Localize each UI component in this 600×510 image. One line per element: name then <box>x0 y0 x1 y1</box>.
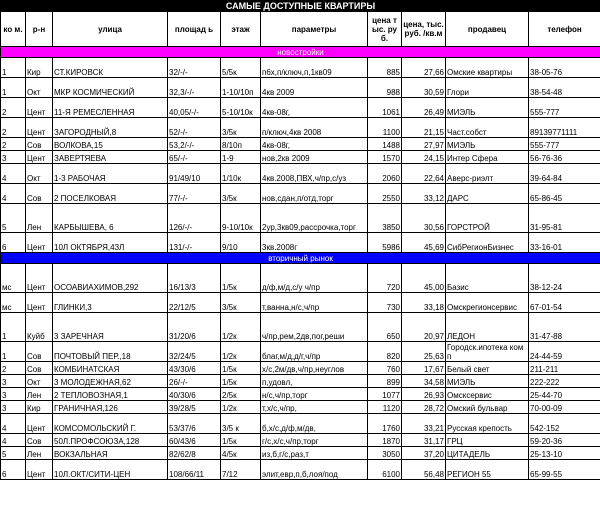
table-row <box>1 414 600 434</box>
cell-district: Сов <box>26 184 53 204</box>
cell-district: Сов <box>26 434 53 447</box>
cell-street: МКР КОСМИЧЕСКИЙ <box>53 78 168 98</box>
cell-district: Кир <box>26 58 53 78</box>
cell-floor: 5/5к <box>221 58 261 78</box>
cell-phone: 555-777 <box>529 138 600 151</box>
table-row <box>1 204 600 233</box>
cell-street: 3 МОЛОДЕЖНАЯ,62 <box>53 375 168 388</box>
cell-price: 1120 <box>368 401 402 414</box>
cell-price-per-m2: 26,49 <box>402 98 446 118</box>
cell-area: 53/37/6 <box>168 414 221 434</box>
cell-rooms: 3 <box>1 401 26 414</box>
cell-price-per-m2: 30,59 <box>402 78 446 98</box>
cell-street: 3 ЗАРЕЧНАЯ <box>53 313 168 342</box>
cell-rooms: 2 <box>1 138 26 151</box>
cell-price: 3050 <box>368 447 402 460</box>
table-row <box>1 98 600 118</box>
cell-price: 1061 <box>368 98 402 118</box>
cell-floor: 3/5 к <box>221 414 261 434</box>
cell-district: Сов <box>26 138 53 151</box>
cell-params: 3кв.2008г <box>261 233 368 253</box>
cell-price-per-m2: 56,48 <box>402 460 446 480</box>
cell-street: КАРБЫШЕВА, 6 <box>53 204 168 233</box>
cell-district: Цент <box>26 98 53 118</box>
cell-floor: 2/5к <box>221 388 261 401</box>
cell-street: ПОЧТОВЫЙ ПЕР.,18 <box>53 342 168 362</box>
cell-district: Кир <box>26 401 53 414</box>
cell-street: ГРАНИЧНАЯ,126 <box>53 401 168 414</box>
cell-district: Лен <box>26 388 53 401</box>
cell-params: из,б,г/с,раз,т <box>261 447 368 460</box>
header-district: р-н <box>26 12 53 47</box>
cell-price-per-m2: 37,20 <box>402 447 446 460</box>
section-label: вторичный рынок <box>1 253 600 264</box>
table-row <box>1 388 600 401</box>
cell-area: 52/-/- <box>168 118 221 138</box>
cell-price-per-m2: 21,15 <box>402 118 446 138</box>
header-rooms: ко м. <box>1 12 26 47</box>
cell-phone: 222-222 <box>529 375 600 388</box>
cell-price: 1100 <box>368 118 402 138</box>
cell-params: п6х,п/ключ,п,1кв09 <box>261 58 368 78</box>
table-row <box>1 434 600 447</box>
cell-price: 1077 <box>368 388 402 401</box>
cell-district: Окт <box>26 78 53 98</box>
table-row <box>1 118 600 138</box>
cell-price-per-m2: 17,67 <box>402 362 446 375</box>
cell-floor: 1/2к <box>221 342 261 362</box>
cell-rooms: мс <box>1 264 26 293</box>
cell-price-per-m2: 25,63 <box>402 342 446 362</box>
cell-rooms: 4 <box>1 414 26 434</box>
cell-params: т,х/с,ч/пр, <box>261 401 368 414</box>
cell-params: 4кв.2008,ПВХ,ч/пр,с/уз <box>261 164 368 184</box>
cell-floor: 9-10/10к <box>221 204 261 233</box>
cell-rooms: 1 <box>1 78 26 98</box>
cell-price: 6100 <box>368 460 402 480</box>
table-row <box>1 184 600 204</box>
cell-seller: Аверс-риэлт <box>446 164 529 184</box>
cell-price: 730 <box>368 293 402 313</box>
cell-rooms: 4 <box>1 184 26 204</box>
cell-price: 760 <box>368 362 402 375</box>
cell-price: 899 <box>368 375 402 388</box>
cell-district: Лен <box>26 447 53 460</box>
cell-phone: 33-16-01 <box>529 233 600 253</box>
cell-price: 2060 <box>368 164 402 184</box>
cell-rooms: 1 <box>1 58 26 78</box>
cell-phone: 31-47-88 <box>529 313 600 342</box>
cell-seller: МИЭЛЬ <box>446 98 529 118</box>
cell-area: 60/43/6 <box>168 434 221 447</box>
cell-district: Цент <box>26 233 53 253</box>
cell-rooms: 1 <box>1 342 26 362</box>
table-row <box>1 151 600 164</box>
cell-seller: Омсксервис <box>446 388 529 401</box>
cell-price: 1570 <box>368 151 402 164</box>
cell-price: 1760 <box>368 414 402 434</box>
cell-area: 22/12/5 <box>168 293 221 313</box>
cell-area: 32,3/-/- <box>168 78 221 98</box>
cell-rooms: 4 <box>1 164 26 184</box>
cell-price: 3850 <box>368 204 402 233</box>
cell-price-per-m2: 45,00 <box>402 264 446 293</box>
cell-seller: РЕГИОН 55 <box>446 460 529 480</box>
cell-params: нов,сдан,п/отд,торг <box>261 184 368 204</box>
cell-district: Куйб <box>26 313 53 342</box>
cell-params: благ,м/д,д/г,ч/пр <box>261 342 368 362</box>
cell-price-per-m2: 20,97 <box>402 313 446 342</box>
cell-street: 1-3 РАБОЧАЯ <box>53 164 168 184</box>
table-row <box>1 460 600 480</box>
cell-params: н/с,ч/пр,торг <box>261 388 368 401</box>
cell-area: 40,05/-/- <box>168 98 221 118</box>
header-phone: телефон <box>529 12 600 47</box>
cell-floor: 8/10п <box>221 138 261 151</box>
cell-price-per-m2: 28,72 <box>402 401 446 414</box>
cell-price: 5986 <box>368 233 402 253</box>
cell-seller: Белый свет <box>446 362 529 375</box>
header-price: цена тыс. руб. <box>368 12 402 47</box>
cell-phone: 65-86-45 <box>529 184 600 204</box>
cell-floor: 4/5к <box>221 447 261 460</box>
cell-floor: 1/10к <box>221 164 261 184</box>
cell-params: п/ключ,4кв 2008 <box>261 118 368 138</box>
cell-price-per-m2: 22,64 <box>402 164 446 184</box>
cell-area: 77/-/- <box>168 184 221 204</box>
cell-area: 53,2/-/- <box>168 138 221 151</box>
cell-street: ОСОАВИАХИМОВ,292 <box>53 264 168 293</box>
cell-area: 91/49/10 <box>168 164 221 184</box>
cell-phone: 38-12-24 <box>529 264 600 293</box>
cell-seller: ЛЕДОН <box>446 313 529 342</box>
cell-area: 65/-/- <box>168 151 221 164</box>
cell-area: 126/-/- <box>168 204 221 233</box>
cell-street: 50Л.ПРОФСОЮЗА,128 <box>53 434 168 447</box>
cell-floor: 1/5к <box>221 434 261 447</box>
cell-price-per-m2: 45,69 <box>402 233 446 253</box>
cell-params: 4кв-08г, <box>261 138 368 151</box>
cell-rooms: 6 <box>1 460 26 480</box>
cell-phone: 38-05-76 <box>529 58 600 78</box>
cell-area: 26/-/- <box>168 375 221 388</box>
cell-seller: Част.собст <box>446 118 529 138</box>
cell-district: Лен <box>26 204 53 233</box>
cell-price-per-m2: 24,15 <box>402 151 446 164</box>
cell-area: 31/20/6 <box>168 313 221 342</box>
table-row <box>1 264 600 293</box>
cell-seller: Русская крепость <box>446 414 529 434</box>
cell-price-per-m2: 33,21 <box>402 414 446 434</box>
cell-street: 2 ПОСЕЛКОВАЯ <box>53 184 168 204</box>
cell-params: элит,евр,п,б,лоя/под <box>261 460 368 480</box>
cell-rooms: мс <box>1 293 26 313</box>
table-row <box>1 342 600 362</box>
cell-seller: Омский бульвар <box>446 401 529 414</box>
cell-seller: Интер Сфера <box>446 151 529 164</box>
cell-phone: 211-211 <box>529 362 600 375</box>
cell-rooms: 2 <box>1 118 26 138</box>
cell-phone: 39-64-84 <box>529 164 600 184</box>
cell-district: Сов <box>26 342 53 362</box>
cell-street: ВОЛКОВА,15 <box>53 138 168 151</box>
cell-district: Цент <box>26 293 53 313</box>
cell-area: 40/30/6 <box>168 388 221 401</box>
cell-seller: Базис <box>446 264 529 293</box>
cell-rooms: 5 <box>1 204 26 233</box>
table-title: САМЫЕ ДОСТУПНЫЕ КВАРТИРЫ <box>1 1 600 12</box>
cell-phone: 89139771111 <box>529 118 600 138</box>
table-row <box>1 293 600 313</box>
cell-params: 4кв-08г, <box>261 98 368 118</box>
cell-params: т,ванна,н/с,ч/пр <box>261 293 368 313</box>
cell-floor: 1-9 <box>221 151 261 164</box>
table-row <box>1 164 600 184</box>
header-price-per-m2: цена, тыс.руб. /кв.м <box>402 12 446 47</box>
cell-price: 1488 <box>368 138 402 151</box>
cell-price-per-m2: 33,18 <box>402 293 446 313</box>
cell-floor: 1/5к <box>221 264 261 293</box>
table-row <box>1 362 600 375</box>
cell-area: 131/-/- <box>168 233 221 253</box>
cell-street: ГЛИНКИ,3 <box>53 293 168 313</box>
cell-district: Окт <box>26 375 53 388</box>
table-row <box>1 58 600 78</box>
cell-phone: 31-95-81 <box>529 204 600 233</box>
table-row <box>1 78 600 98</box>
cell-price: 2550 <box>368 184 402 204</box>
cell-phone: 24-44-59 <box>529 342 600 362</box>
table-title-row <box>1 1 600 12</box>
cell-rooms: 2 <box>1 98 26 118</box>
cell-seller: Омские квартиры <box>446 58 529 78</box>
cell-seller: Глори <box>446 78 529 98</box>
cell-area: 16/13/3 <box>168 264 221 293</box>
cell-rooms: 4 <box>1 434 26 447</box>
cell-street: КОМБИНАТСКАЯ <box>53 362 168 375</box>
section-header-row <box>1 47 600 58</box>
cell-area: 108/66/11 <box>168 460 221 480</box>
cell-street: СТ.КИРОВСК <box>53 58 168 78</box>
cell-area: 39/28/5 <box>168 401 221 414</box>
cell-rooms: 5 <box>1 447 26 460</box>
cell-params: 2ур,3кв09,рассрочка,торг <box>261 204 368 233</box>
cell-params: 4кв 2009 <box>261 78 368 98</box>
table-header-row <box>1 12 600 47</box>
header-floor: этаж <box>221 12 261 47</box>
cell-floor: 3/5к <box>221 184 261 204</box>
cell-seller: МИЭЛЬ <box>446 138 529 151</box>
cell-params: нов,2кв 2009 <box>261 151 368 164</box>
cell-street: ЗАГОРОДНЫЙ,8 <box>53 118 168 138</box>
cell-seller: Омскрегионсервис <box>446 293 529 313</box>
cell-price-per-m2: 26,93 <box>402 388 446 401</box>
cell-street: 11-Я РЕМЕСЛЕННАЯ <box>53 98 168 118</box>
cell-price: 1870 <box>368 434 402 447</box>
cell-floor: 1/2к <box>221 313 261 342</box>
cell-price-per-m2: 33,12 <box>402 184 446 204</box>
table-row <box>1 138 600 151</box>
cell-seller: ГОРСТРОЙ <box>446 204 529 233</box>
cell-floor: 1/5к <box>221 375 261 388</box>
cell-seller: МИЭЛЬ <box>446 375 529 388</box>
cell-street: 10Л ОКТЯБРЯ,43Л <box>53 233 168 253</box>
cell-district: Цент <box>26 414 53 434</box>
cell-phone: 555-777 <box>529 98 600 118</box>
cell-area: 32/24/5 <box>168 342 221 362</box>
table-row <box>1 401 600 414</box>
cell-params: б,х/с,д/ф,м/дв, <box>261 414 368 434</box>
cell-price-per-m2: 27,66 <box>402 58 446 78</box>
cell-rooms: 3 <box>1 388 26 401</box>
cell-price-per-m2: 31,17 <box>402 434 446 447</box>
cell-floor: 7/12 <box>221 460 261 480</box>
cell-rooms: 3 <box>1 151 26 164</box>
cell-seller: Городск.ипотека комп <box>446 342 529 362</box>
header-street: улица <box>53 12 168 47</box>
cell-phone: 70-00-09 <box>529 401 600 414</box>
cell-phone: 25-13-10 <box>529 447 600 460</box>
cell-price: 720 <box>368 264 402 293</box>
header-params: параметры <box>261 12 368 47</box>
header-seller: продавец <box>446 12 529 47</box>
cell-seller: ДАРС <box>446 184 529 204</box>
section-header-row <box>1 253 600 264</box>
cell-floor: 9/10 <box>221 233 261 253</box>
cell-params: г/с,х/с,ч/пр,торг <box>261 434 368 447</box>
header-area: площад ь <box>168 12 221 47</box>
cell-district: Цент <box>26 264 53 293</box>
table-row <box>1 375 600 388</box>
cell-district: Цент <box>26 118 53 138</box>
cell-price: 650 <box>368 313 402 342</box>
cell-price: 885 <box>368 58 402 78</box>
cell-floor: 5-10/10к <box>221 98 261 118</box>
cell-seller: ЦИТАДЕЛЬ <box>446 447 529 460</box>
cell-phone: 65-99-55 <box>529 460 600 480</box>
cell-street: КОМСОМОЛЬСКИЙ Г. <box>53 414 168 434</box>
cell-phone: 67-01-54 <box>529 293 600 313</box>
cell-street: ВОКЗАЛЬНАЯ <box>53 447 168 460</box>
cell-phone: 542-152 <box>529 414 600 434</box>
cell-district: Цент <box>26 460 53 480</box>
cell-price: 820 <box>368 342 402 362</box>
cell-district: Цент <box>26 151 53 164</box>
cell-rooms: 6 <box>1 233 26 253</box>
cell-floor: 3/5к <box>221 118 261 138</box>
cell-floor: 1-10/10п <box>221 78 261 98</box>
cell-rooms: 2 <box>1 362 26 375</box>
table-row <box>1 233 600 253</box>
table-row <box>1 313 600 342</box>
cell-params: д/ф,м/д,с/у ч/пр <box>261 264 368 293</box>
cell-district: Окт <box>26 164 53 184</box>
cell-params: ч/пр,рем,2дв,пог,реши <box>261 313 368 342</box>
cell-floor: 1/5к <box>221 362 261 375</box>
cell-area: 43/30/6 <box>168 362 221 375</box>
cell-params: п,удовл, <box>261 375 368 388</box>
cell-area: 82/62/8 <box>168 447 221 460</box>
cell-seller: СибРегионБизнес <box>446 233 529 253</box>
cell-rooms: 1 <box>1 313 26 342</box>
cell-floor: 1/2к <box>221 401 261 414</box>
cell-params: х/с,2м/дв,ч/пр,неуглов <box>261 362 368 375</box>
cell-district: Сов <box>26 362 53 375</box>
cell-price-per-m2: 34,58 <box>402 375 446 388</box>
cell-rooms: 3 <box>1 375 26 388</box>
cell-phone: 56-76-36 <box>529 151 600 164</box>
cell-phone: 59-20-36 <box>529 434 600 447</box>
cell-area: 32/-/- <box>168 58 221 78</box>
cell-phone: 38-54-48 <box>529 78 600 98</box>
cell-street: 2 ТЕПЛОВОЗНАЯ,1 <box>53 388 168 401</box>
section-label: новостройки <box>1 47 600 58</box>
cell-price-per-m2: 30,56 <box>402 204 446 233</box>
cell-floor: 3/5к <box>221 293 261 313</box>
cell-street: ЗАВЕРТЯЕВА <box>53 151 168 164</box>
cell-price-per-m2: 27,97 <box>402 138 446 151</box>
table-row <box>1 447 600 460</box>
cell-seller: ГРЦ <box>446 434 529 447</box>
cell-price: 988 <box>368 78 402 98</box>
cell-street: 10Л.ОКТ/СИТИ-ЦЕН <box>53 460 168 480</box>
cell-phone: 25-44-70 <box>529 388 600 401</box>
